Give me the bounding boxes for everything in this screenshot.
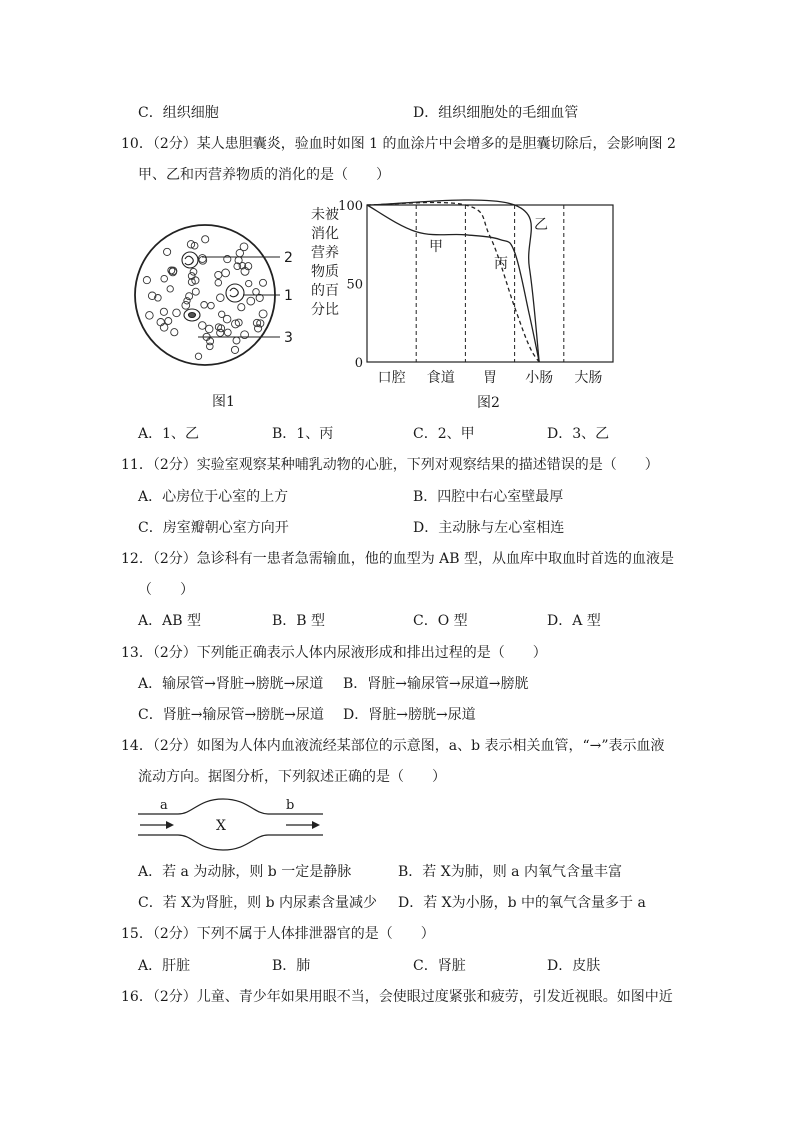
red-blood-cell — [217, 294, 225, 302]
q10-option-c: C．2、甲 — [413, 426, 475, 442]
red-blood-cell — [246, 280, 252, 286]
q11-option-d: D．主动脉与左心室相连 — [413, 520, 565, 536]
q11-stem: 11．（2分）实验室观察某种哺乳动物的心脏，下列对观察结果的描述错误的是（ ） — [121, 457, 659, 473]
red-blood-cells — [143, 236, 267, 360]
red-blood-cell — [195, 353, 201, 359]
red-blood-cell — [190, 268, 197, 275]
q13-stem: 13．（2分）下列能正确表示人体内尿液形成和排出过程的是（ ） — [121, 645, 547, 661]
red-blood-cell — [219, 311, 225, 317]
q15-option-b: B．肺 — [272, 958, 311, 974]
curve-label-bing: 丙 — [494, 256, 508, 272]
q12-stem-line1: 12．（2分）急诊科有一患者急需输血，他的血型为 AB 型，从血库中取血时首选的血液是 — [121, 551, 675, 567]
q16-stem: 16．（2分）儿童、青少年如果用眼不当，会使眼过度紧张和疲劳，引发近视眼。如图中近 — [121, 989, 673, 1005]
fig2-y-axis-label — [311, 206, 339, 318]
q13-option-d: D．肾脏→膀胱→尿道 — [343, 707, 476, 723]
vessel-label-b: b — [286, 798, 295, 813]
red-blood-cell — [173, 309, 181, 317]
q14-option-d: D．若 X为小肠，b 中的氧气含量多于 a — [398, 895, 646, 911]
red-blood-cell — [161, 275, 168, 282]
red-blood-cell — [164, 248, 171, 255]
fig1-caption: 图1 — [212, 394, 235, 410]
organ-label: 胃 — [483, 370, 497, 386]
red-blood-cell — [201, 302, 208, 309]
fig2-caption: 图2 — [477, 395, 500, 411]
vessel-label-a: a — [160, 798, 168, 813]
q13-option-c: C．肾脏→输尿管→膀胱→尿道 — [138, 707, 324, 723]
fig2-y-ticks — [338, 199, 363, 371]
fig1-label-1: 1 — [284, 288, 293, 304]
y-tick-label: 100 — [338, 199, 363, 214]
red-blood-cell — [208, 302, 215, 309]
curve-jia — [367, 205, 539, 362]
red-blood-cell — [202, 236, 209, 243]
q12-option-c: C．O 型 — [413, 613, 468, 629]
q15-option-c: C．肾脏 — [413, 958, 466, 974]
organ-label: 大肠 — [574, 370, 603, 386]
q10-option-a: A．1、乙 — [138, 426, 200, 442]
red-blood-cell — [205, 325, 213, 333]
red-blood-cell — [160, 308, 167, 315]
red-blood-cell — [253, 289, 260, 296]
fig2-organ-labels — [378, 369, 603, 386]
red-blood-cell — [259, 310, 267, 318]
q14-option-c: C．若 X为肾脏，则 b 内尿素含量减少 — [138, 895, 377, 911]
q13-option-a: A．输尿管→肾脏→膀胱→尿道 — [138, 676, 324, 692]
red-blood-cell — [260, 279, 267, 286]
q10-option-d: D．3、乙 — [547, 426, 610, 442]
q14-vessel-diagram — [138, 795, 328, 855]
q12-option-d: D．A 型 — [547, 613, 601, 629]
red-blood-cell — [233, 337, 240, 344]
y-label-line: 消化 — [311, 226, 339, 242]
y-tick-label: 0 — [354, 356, 363, 371]
q14-option-a: A．若 a 为动脉，则 b 一定是静脉 — [138, 864, 352, 880]
y-label-line: 未被 — [311, 207, 339, 223]
q14-option-b: B．若 X为肺，则 a 内氧气含量丰富 — [398, 864, 622, 880]
red-blood-cell — [222, 269, 230, 277]
q11-option-b: B．四腔中右心室壁最厚 — [413, 489, 564, 505]
q15-option-a: A．肝脏 — [138, 958, 191, 974]
q9-option-d: D．组织细胞处的毛细血管 — [413, 105, 579, 121]
red-blood-cell — [182, 301, 190, 309]
red-blood-cell — [192, 288, 199, 295]
red-blood-cell — [238, 304, 245, 311]
red-blood-cell — [167, 286, 173, 292]
red-blood-cell — [165, 318, 172, 325]
organ-label: 食道 — [426, 370, 455, 386]
red-blood-cell — [224, 329, 231, 336]
y-label-line: 的百 — [311, 283, 339, 299]
q14-stem-line2: 流动方向。据图分析，下列叙述正确的是（ ） — [138, 769, 446, 785]
q12-stem-line2: （ ） — [138, 582, 194, 598]
q13-option-b: B．肾脏→输尿管→尿道→膀胱 — [343, 676, 529, 692]
fig2-digestion-chart — [305, 195, 635, 415]
q12-option-a: A．AB 型 — [138, 613, 201, 629]
q9-option-c: C．组织细胞 — [138, 105, 219, 121]
red-blood-cell — [157, 319, 164, 326]
red-blood-cell — [235, 319, 242, 326]
q10-stem-line2: 甲、乙和丙营养物质的消化的是（ ） — [138, 167, 390, 183]
y-label-line: 营养 — [311, 245, 339, 261]
red-blood-cell — [199, 322, 207, 330]
fig1-label-3: 3 — [284, 330, 293, 346]
red-blood-cell — [171, 329, 178, 336]
y-tick-label: 50 — [346, 277, 363, 293]
red-blood-cell — [247, 297, 255, 305]
q14-stem-line1: 14．（2分）如图为人体内血液流经某部位的示意图，a、b 表示相关血管，“→”表示血液 — [121, 738, 665, 754]
curve-label-jia: 甲 — [429, 239, 443, 255]
q10-stem-line1: 10．（2分）某人患胆囊炎，验血时如图 1 的血涂片中会增多的是胆囊切除后，会影响图 2 — [121, 136, 676, 152]
fig2-plot-frame — [367, 205, 613, 362]
q11-option-a: A．心房位于心室的上方 — [138, 489, 289, 505]
curve-label-yi: 乙 — [534, 217, 548, 233]
y-label-line: 分比 — [311, 302, 339, 318]
curve-bing — [367, 202, 539, 362]
q15-option-d: D．皮肤 — [547, 958, 601, 974]
y-label-line: 物质 — [311, 264, 339, 280]
organ-label: 小肠 — [525, 370, 554, 386]
q11-option-c: C．房室瓣朝心室方向开 — [138, 520, 289, 536]
organ-label-x: X — [216, 818, 226, 834]
fig1-label-2: 2 — [284, 250, 293, 266]
q12-option-b: B．B 型 — [272, 613, 326, 629]
curve-yi — [367, 200, 539, 362]
red-blood-cell — [236, 249, 243, 256]
organ-label: 口腔 — [377, 370, 406, 386]
red-blood-cell — [146, 312, 154, 320]
fig1-blood-smear — [130, 215, 310, 415]
red-blood-cell — [215, 271, 222, 278]
q15-stem: 15．（2分）下列不属于人体排泄器官的是（ ） — [121, 926, 435, 942]
red-blood-cell — [160, 324, 168, 332]
red-blood-cell — [215, 279, 222, 286]
q10-option-b: B．1、丙 — [272, 426, 334, 442]
red-blood-cell — [143, 277, 150, 284]
red-blood-cell — [231, 346, 238, 353]
fig2-curves — [367, 200, 539, 362]
platelet — [184, 309, 200, 321]
